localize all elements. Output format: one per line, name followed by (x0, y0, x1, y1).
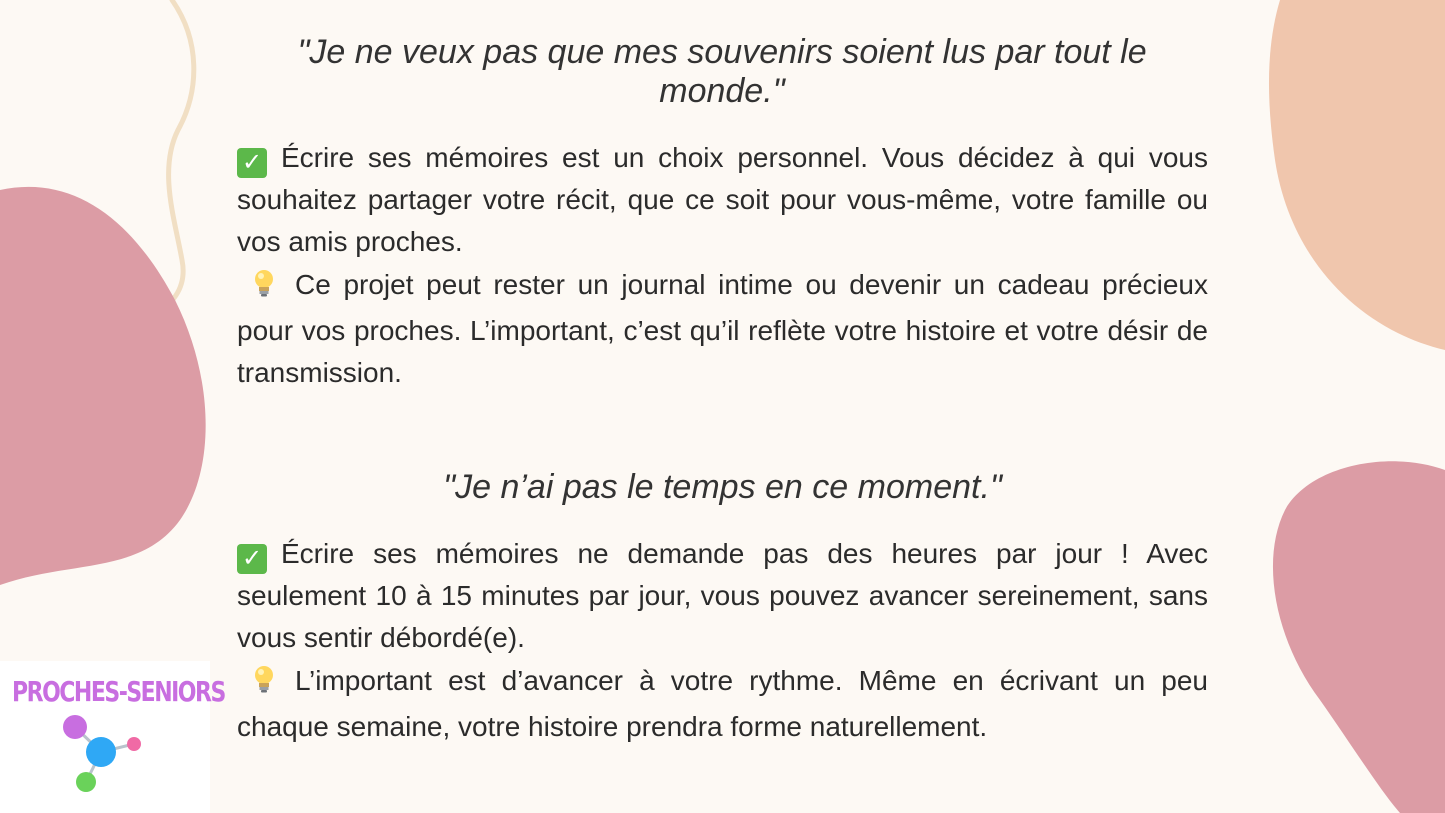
check-mark-icon: ✓ (237, 544, 267, 574)
answer-text-privacy: Écrire ses mémoires est un choix personnel. Vous décidez à qui vous souhaitez partager votre récit, que ce soit pour vous-même, votre famille ou vos amis proches. (237, 142, 1208, 257)
objection-quote-privacy: "Je ne veux pas que mes souvenirs soient lus par tout le monde." (297, 33, 1147, 110)
objection-quote-time: "Je n’ai pas le temps en ce moment." (443, 468, 1002, 506)
pink-blob-left (0, 187, 206, 585)
answer-text-time: Écrire ses mémoires ne demande pas des heures par jour ! Avec seulement 10 à 15 minutes par jour, vous pouvez avancer sereinement, sans vous sentir débordé(e). (237, 538, 1208, 653)
peach-blob-right (1269, 0, 1445, 350)
tip-paragraph-privacy (237, 264, 1208, 394)
pink-blob-right (1273, 461, 1445, 813)
check-mark-icon: ✓ (237, 148, 267, 178)
logo-text: PROCHES-SENIORS (12, 677, 225, 709)
light-bulb-icon (251, 664, 277, 706)
answer-paragraph-time (237, 533, 1208, 659)
tip-text-time: L’important est d’avancer à votre rythme. Même en écrivant un peu chaque semaine, votre histoire prendra forme naturellement. (237, 665, 1208, 742)
proches-seniors-logo (0, 661, 225, 813)
light-bulb-icon (251, 268, 277, 310)
tip-text-privacy: Ce projet peut rester un journal intime ou devenir un cadeau précieux pour vos proches. L’important, c’est qu’il reflète votre histoire et votre désir de transmission. (237, 269, 1208, 388)
answer-paragraph-privacy (237, 137, 1208, 263)
tip-paragraph-time (237, 660, 1208, 748)
